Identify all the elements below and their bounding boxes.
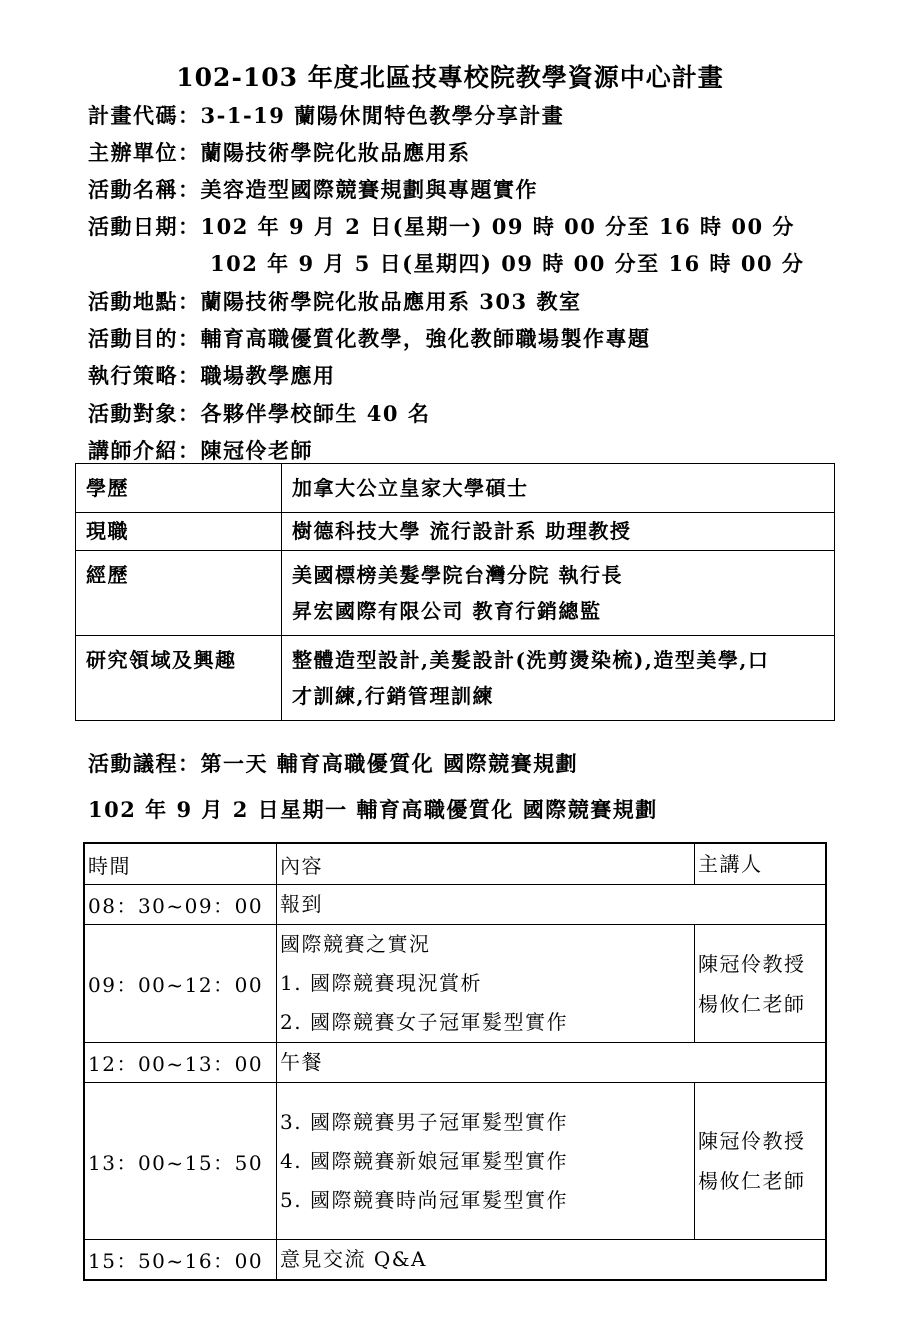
execution-strategy: 執行策略：職場教學應用 — [88, 363, 336, 388]
speaker-cell — [695, 925, 827, 1043]
content-cell — [277, 1083, 695, 1240]
project-code: 計畫代碼：3-1-19 蘭陽休閒特色教學分享計畫 — [88, 103, 565, 128]
header-time: 時間 — [84, 843, 277, 885]
content-line: 1. 國際競賽現況賞析 — [280, 971, 482, 995]
content-cell — [277, 925, 695, 1043]
header-speaker: 主講人 — [695, 843, 827, 885]
speaker-name: 楊攸仁老師 — [698, 1169, 806, 1193]
activity-name: 活動名稱：美容造型國際競賽規劃與專題實作 — [88, 177, 538, 202]
content-line: 報到 — [280, 892, 323, 916]
bio-value — [282, 464, 835, 513]
activity-purpose: 活動目的：輔育高職優質化教學，強化教師職場製作專題 — [88, 326, 651, 351]
agenda-table — [83, 842, 827, 1281]
lecturer-bio-table — [75, 463, 835, 721]
bio-line: 樹德科技大學 流行設計系 助理教授 — [292, 519, 632, 543]
speaker-name: 陳冠伶教授 — [698, 951, 806, 976]
bio-line: 昇宏國際有限公司 教育行銷總監 — [292, 599, 602, 623]
table-header-row — [84, 843, 826, 885]
bio-label: 研究領域及興趣 — [76, 636, 282, 721]
speaker-name: 楊攸仁老師 — [698, 991, 806, 1016]
activity-date: 活動日期：102 年 9 月 2 日(星期一) 09 時 00 分至 16 時 00 分 — [88, 214, 795, 239]
content-line: 意見交流 Q&A — [280, 1247, 427, 1271]
bio-label: 現職 — [76, 513, 282, 551]
organizer: 主辦單位：蘭陽技術學院化妝品應用系 — [88, 140, 471, 165]
document-title: 102-103 年度北區技專校院教學資源中心計畫 — [176, 63, 724, 92]
bio-value — [282, 513, 835, 551]
time-cell: 08：30~09：00 — [84, 885, 277, 925]
table-row — [76, 464, 835, 513]
content-line: 國際競賽之實況 — [280, 932, 431, 956]
day-heading: 102 年 9 月 2 日星期一 輔育高職優質化 國際競賽規劃 — [88, 797, 658, 822]
table-row — [84, 1043, 826, 1083]
bio-label: 經歷 — [76, 551, 282, 636]
header-content: 內容 — [277, 843, 695, 885]
activity-audience: 活動對象：各夥伴學校師生 40 名 — [88, 401, 431, 426]
bio-line: 整體造型設計,美髮設計(洗剪燙染梳),造型美學,口 — [292, 648, 770, 672]
content-cell — [277, 885, 827, 925]
time-cell: 13：00~15：50 — [84, 1083, 277, 1240]
table-row — [76, 636, 835, 721]
table-row — [84, 1083, 826, 1240]
content-line: 4. 國際競賽新娘冠軍髮型實作 — [280, 1148, 568, 1173]
agenda-heading: 活動議程：第一天 輔育高職優質化 國際競賽規劃 — [88, 751, 579, 776]
bio-line: 加拿大公立皇家大學碩士 — [292, 476, 529, 500]
content-line: 午餐 — [280, 1050, 323, 1074]
table-row — [76, 513, 835, 551]
content-cell — [277, 1043, 827, 1083]
content-cell — [277, 1240, 827, 1281]
content-line: 5. 國際競賽時尚冠軍髮型實作 — [280, 1187, 568, 1212]
time-cell: 15：50~16：00 — [84, 1240, 277, 1281]
table-row — [84, 925, 826, 1043]
time-cell: 09：00~12：00 — [84, 925, 277, 1043]
activity-location: 活動地點：蘭陽技術學院化妝品應用系 303 教室 — [88, 289, 582, 314]
content-line: 3. 國際競賽男子冠軍髮型實作 — [280, 1109, 568, 1134]
speaker-cell — [695, 1083, 827, 1240]
table-row — [84, 1240, 826, 1281]
table-row — [76, 551, 835, 636]
bio-label: 學歷 — [76, 464, 282, 513]
bio-line: 美國標榜美髮學院台灣分院 執行長 — [292, 563, 623, 587]
content-line: 2. 國際競賽女子冠軍髮型實作 — [280, 1010, 568, 1034]
table-row — [84, 885, 826, 925]
activity-date-2: 102 年 9 月 5 日(星期四) 09 時 00 分至 16 時 00 分 — [210, 251, 805, 276]
bio-value — [282, 636, 835, 721]
bio-line: 才訓練,行銷管理訓練 — [292, 684, 494, 708]
time-cell: 12：00~13：00 — [84, 1043, 277, 1083]
bio-value — [282, 551, 835, 636]
speaker-name: 陳冠伶教授 — [698, 1129, 806, 1153]
lecturer-intro: 講師介紹：陳冠伶老師 — [88, 438, 313, 463]
